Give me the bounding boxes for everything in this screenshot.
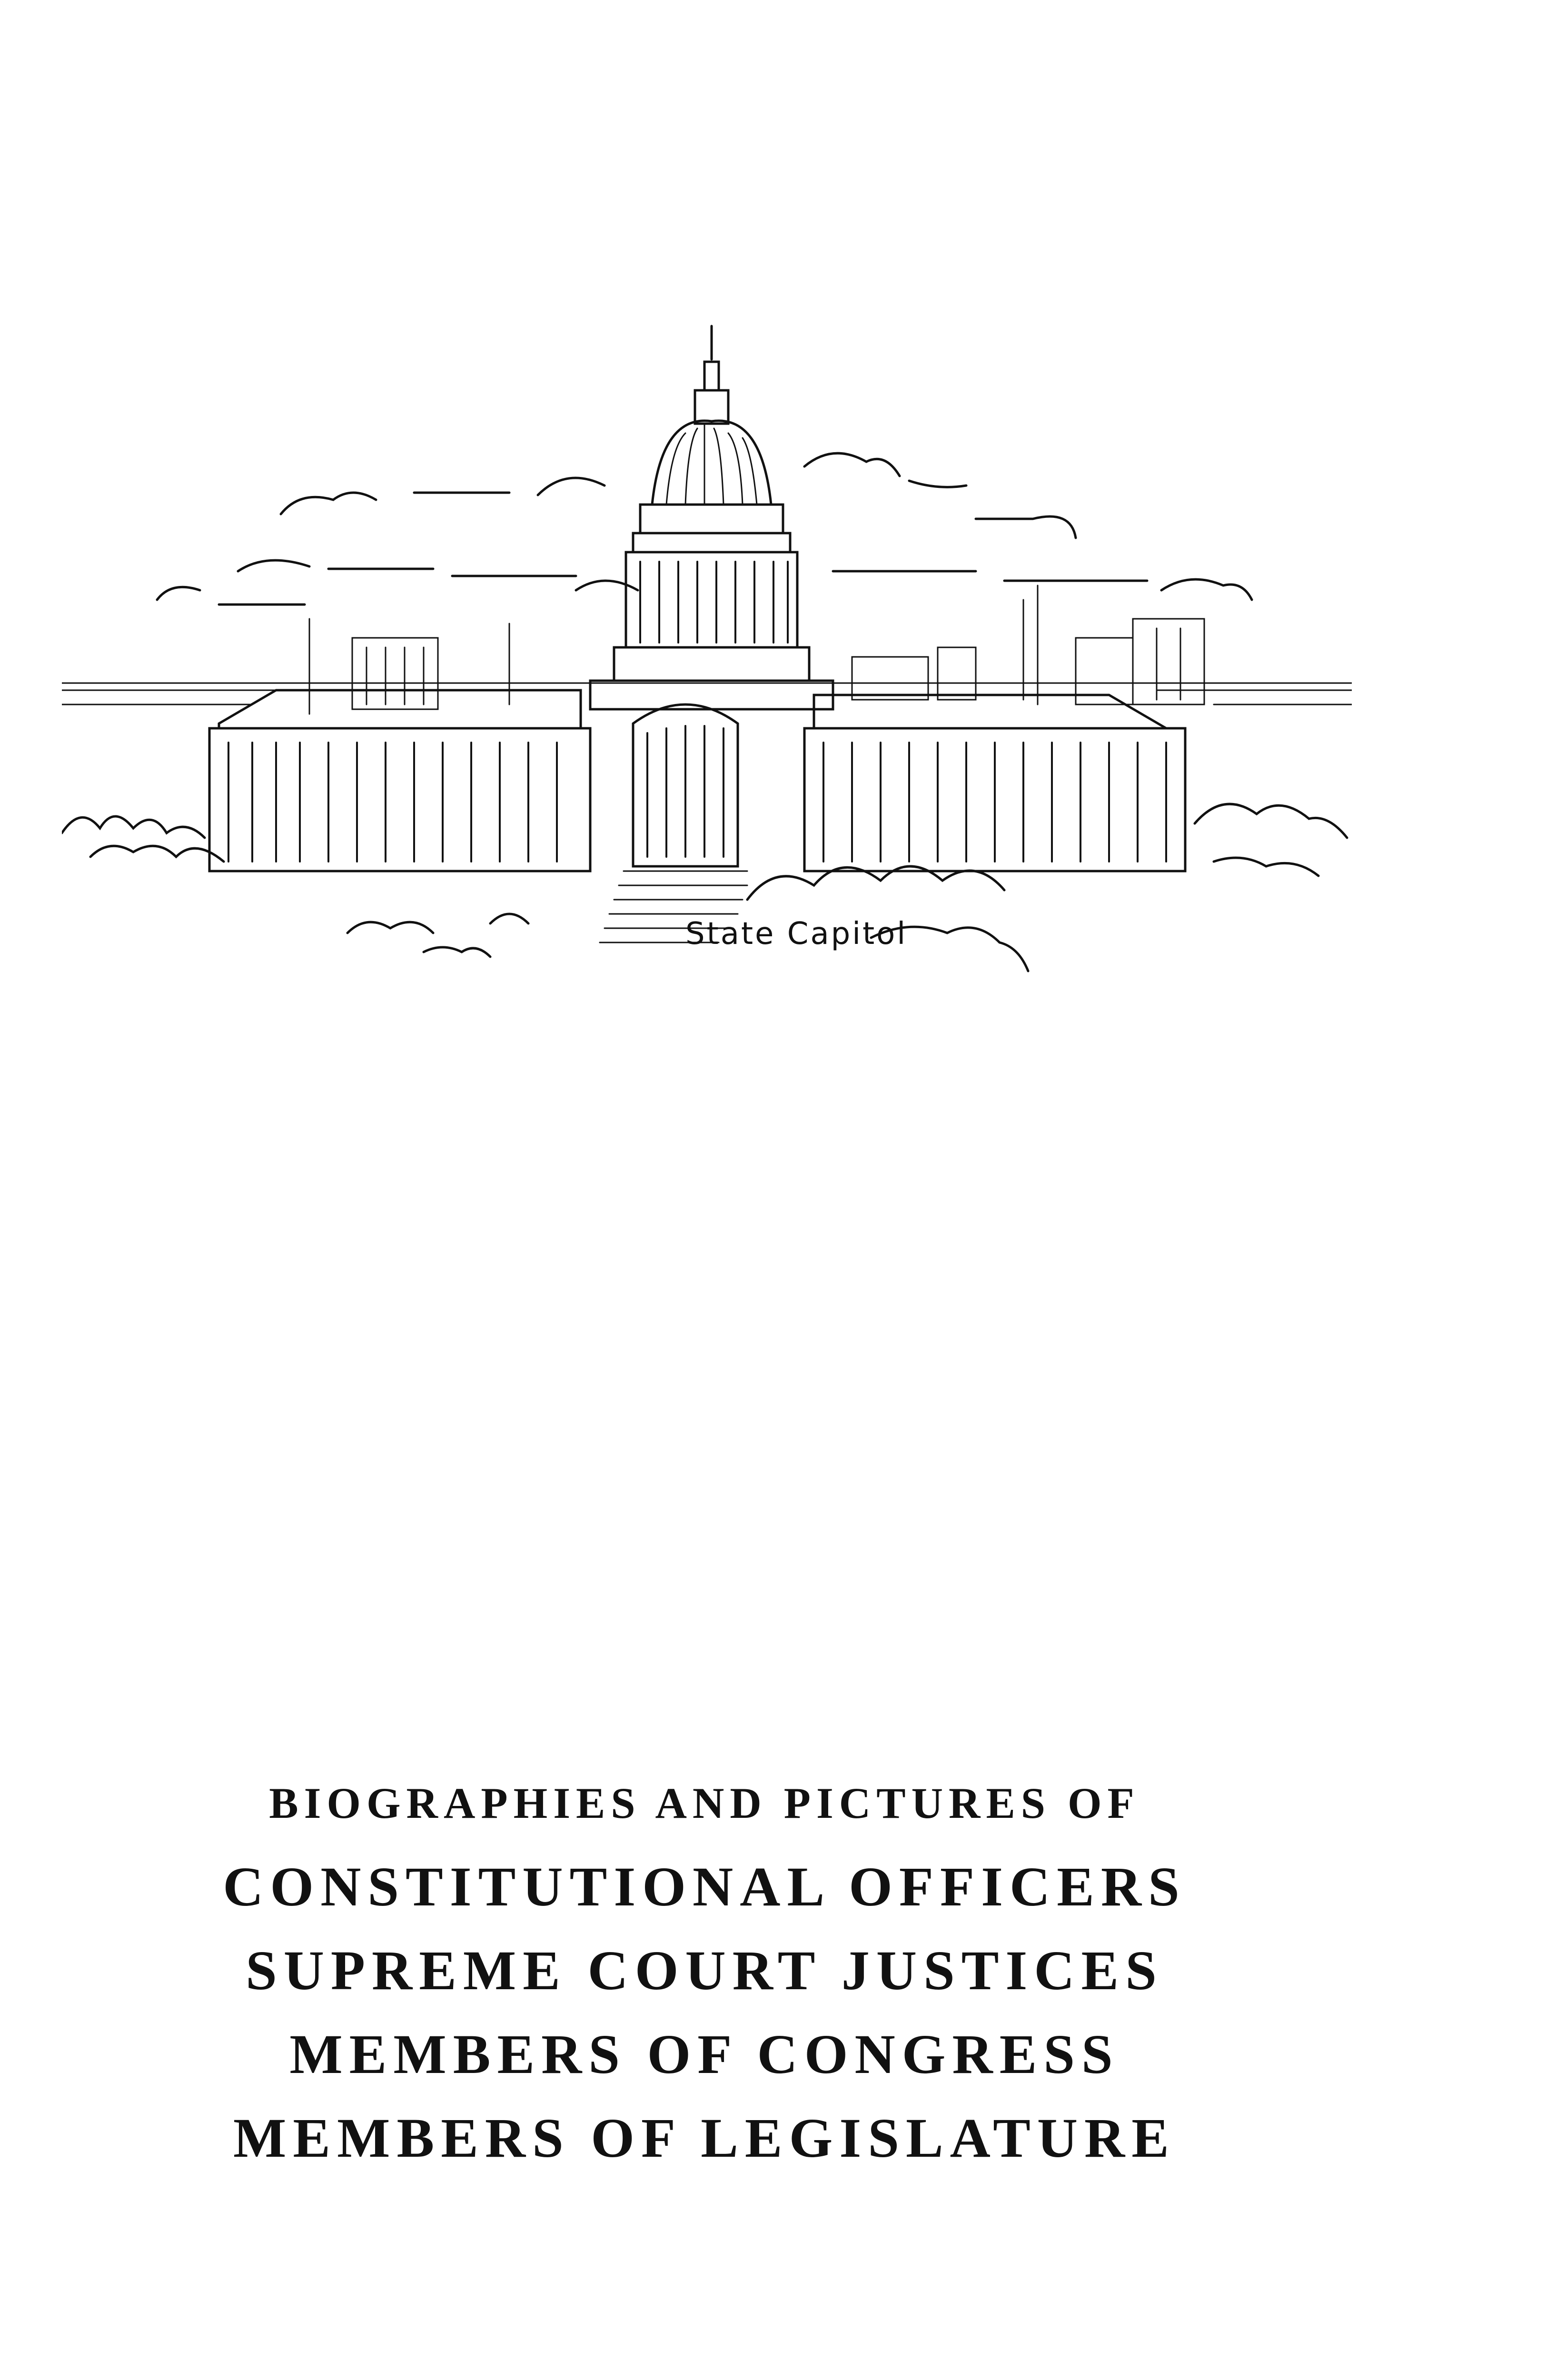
title-line-supreme-court-justices: SUPREME COURT JUSTICES <box>246 1939 1163 2002</box>
title-block <box>0 1761 1409 2180</box>
title-line-biographies: BIOGRAPHIES AND PICTURES OF <box>269 1779 1140 1827</box>
illustration-caption: State Capitol <box>685 916 908 952</box>
title-line-constitutional-officers: CONSTITUTIONAL OFFICERS <box>223 1855 1186 1918</box>
title-line-members-of-congress: MEMBERS OF CONGRESS <box>289 2023 1120 2085</box>
title-line-members-of-legislature: MEMBERS OF LEGISLATURE <box>233 2107 1176 2169</box>
